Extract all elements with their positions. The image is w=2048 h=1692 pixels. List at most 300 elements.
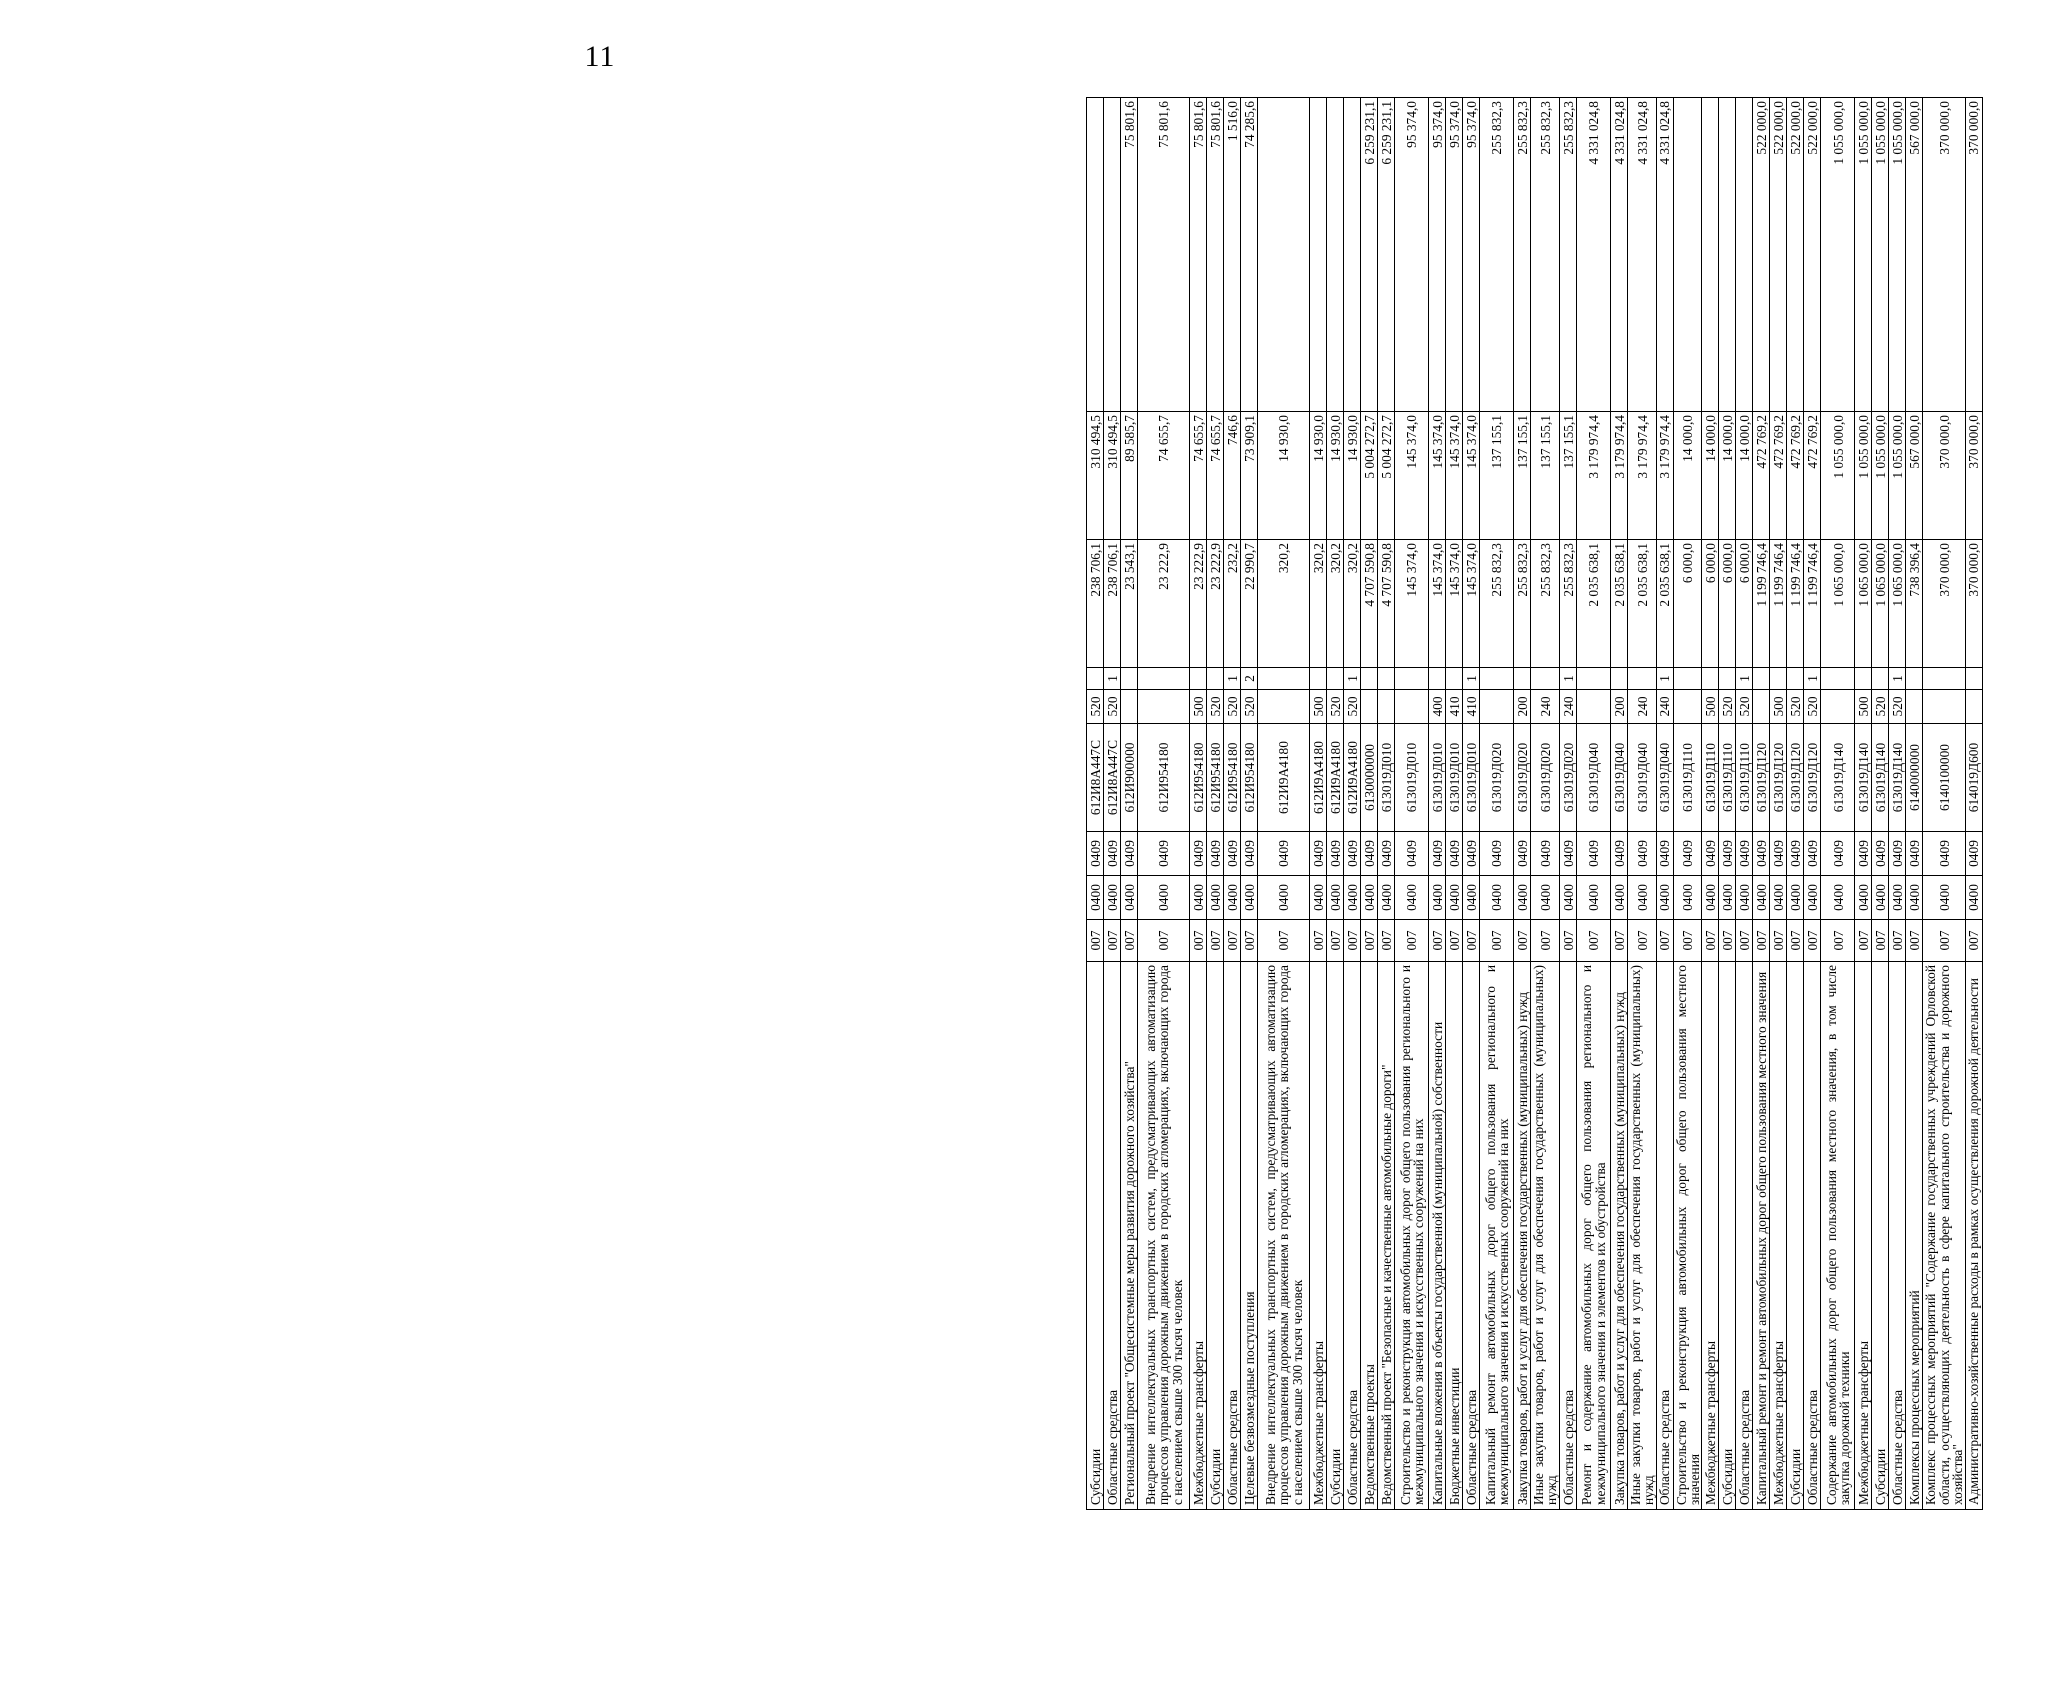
col-target-article: 613019Д120 [1804, 724, 1821, 832]
col-amount-2: 1 055 000,0 [1821, 412, 1855, 540]
col-source [1480, 668, 1514, 690]
col-amount-2: 310 494,5 [1087, 412, 1104, 540]
row-name: Ведомственный проект "Безопасные и качественные автомобильные дороги" [1378, 962, 1395, 1510]
col-subsection-code: 0409 [1224, 832, 1241, 876]
table-row [1121, 98, 1138, 1510]
row-name: Субсидии [1719, 962, 1736, 1510]
col-source [1207, 668, 1224, 690]
col-amount-2: 137 155,1 [1480, 412, 1514, 540]
row-name: Капитальные вложения в объекты государственной (муниципальной) собственности [1429, 962, 1446, 1510]
col-target-article: 613019Д040 [1576, 724, 1610, 832]
col-subsection-code: 0409 [1121, 832, 1138, 876]
col-target-article: 613019Д110 [1736, 724, 1753, 832]
col-subsection-code: 0409 [1627, 832, 1656, 876]
col-target-article: 613019Д140 [1821, 724, 1855, 832]
col-target-article: 612И954180 [1190, 724, 1207, 832]
col-amount-1: 255 832,3 [1531, 540, 1560, 668]
col-amount-2: 5 004 272,7 [1378, 412, 1395, 540]
col-source: 1 [1736, 668, 1753, 690]
row-name: Областные средства [1463, 962, 1480, 1510]
col-section-code: 0400 [1821, 876, 1855, 920]
col-expense-type: 520 [1241, 690, 1258, 724]
col-expense-type: 520 [1104, 690, 1121, 724]
col-amount-1: 145 374,0 [1395, 540, 1429, 668]
col-amount-1: 2 035 638,1 [1610, 540, 1627, 668]
col-subsection-code: 0409 [1480, 832, 1514, 876]
row-name: Субсидии [1872, 962, 1889, 1510]
col-amount-1: 6 000,0 [1702, 540, 1719, 668]
col-subsection-code: 0409 [1804, 832, 1821, 876]
col-expense-type [1378, 690, 1395, 724]
table-row [1787, 98, 1804, 1510]
col-subsection-code: 0409 [1656, 832, 1673, 876]
col-amount-3: 75 801,6 [1190, 98, 1207, 412]
col-amount-3: 95 374,0 [1446, 98, 1463, 412]
col-ministry-code: 007 [1531, 920, 1560, 962]
col-source [1821, 668, 1855, 690]
col-amount-3: 370 000,0 [1965, 98, 1982, 412]
col-target-article: 612И9А4180 [1344, 724, 1361, 832]
table-row [1531, 98, 1560, 1510]
col-amount-1: 370 000,0 [1923, 540, 1965, 668]
col-expense-type [1121, 690, 1138, 724]
row-name: Субсидии [1087, 962, 1104, 1510]
col-amount-3: 522 000,0 [1804, 98, 1821, 412]
col-subsection-code: 0409 [1463, 832, 1480, 876]
row-name: Межбюджетные трансферты [1855, 962, 1872, 1510]
table-row [1480, 98, 1514, 1510]
col-ministry-code: 007 [1787, 920, 1804, 962]
col-expense-type: 520 [1224, 690, 1241, 724]
col-section-code: 0400 [1446, 876, 1463, 920]
table-row [1104, 98, 1121, 1510]
col-target-article: 6130000000 [1361, 724, 1378, 832]
col-section-code: 0400 [1087, 876, 1104, 920]
col-amount-2: 370 000,0 [1965, 412, 1982, 540]
col-subsection-code: 0409 [1514, 832, 1531, 876]
col-expense-type: 520 [1804, 690, 1821, 724]
col-ministry-code: 007 [1576, 920, 1610, 962]
col-expense-type [1138, 690, 1190, 724]
col-expense-type: 500 [1702, 690, 1719, 724]
col-section-code: 0400 [1576, 876, 1610, 920]
row-name: Иные закупки товаров, работ и услуг для обеспечения государственных (муниципальных) нужд [1531, 962, 1560, 1510]
col-section-code: 0400 [1378, 876, 1395, 920]
col-amount-2: 310 494,5 [1104, 412, 1121, 540]
col-source [1514, 668, 1531, 690]
table-body [1087, 98, 1983, 1510]
col-expense-type: 520 [1719, 690, 1736, 724]
col-target-article: 613019Д110 [1702, 724, 1719, 832]
col-amount-3: 95 374,0 [1429, 98, 1446, 412]
col-section-code: 0400 [1804, 876, 1821, 920]
col-section-code: 0400 [1965, 876, 1982, 920]
col-section-code: 0400 [1906, 876, 1923, 920]
col-amount-3: 1 055 000,0 [1855, 98, 1872, 412]
col-source [1753, 668, 1770, 690]
col-section-code: 0400 [1310, 876, 1327, 920]
col-amount-2: 3 179 974,4 [1627, 412, 1656, 540]
col-amount-2: 14 000,0 [1702, 412, 1719, 540]
col-ministry-code: 007 [1344, 920, 1361, 962]
col-source [1429, 668, 1446, 690]
col-ministry-code: 007 [1906, 920, 1923, 962]
col-section-code: 0400 [1736, 876, 1753, 920]
row-name: Межбюджетные трансферты [1190, 962, 1207, 1510]
col-source [1258, 668, 1310, 690]
col-expense-type: 500 [1190, 690, 1207, 724]
col-amount-1: 23 222,9 [1138, 540, 1190, 668]
col-expense-type: 500 [1310, 690, 1327, 724]
col-subsection-code: 0409 [1344, 832, 1361, 876]
col-amount-3: 522 000,0 [1770, 98, 1787, 412]
col-section-code: 0400 [1104, 876, 1121, 920]
col-amount-3: 74 285,6 [1241, 98, 1258, 412]
col-target-article: 613019Д010 [1463, 724, 1480, 832]
table-row [1138, 98, 1190, 1510]
col-section-code: 0400 [1429, 876, 1446, 920]
col-subsection-code: 0409 [1889, 832, 1906, 876]
col-source: 1 [1889, 668, 1906, 690]
col-section-code: 0400 [1787, 876, 1804, 920]
col-amount-2: 145 374,0 [1446, 412, 1463, 540]
col-amount-2: 145 374,0 [1395, 412, 1429, 540]
col-target-article: 612И9А4180 [1258, 724, 1310, 832]
col-amount-3: 522 000,0 [1787, 98, 1804, 412]
col-source [1361, 668, 1378, 690]
table-row [1821, 98, 1855, 1510]
table-row [1610, 98, 1627, 1510]
col-amount-3: 1 055 000,0 [1889, 98, 1906, 412]
col-amount-1: 4 707 590,8 [1361, 540, 1378, 668]
col-target-article: 613019Д020 [1531, 724, 1560, 832]
table-row [1310, 98, 1327, 1510]
col-source [1923, 668, 1965, 690]
col-expense-type: 240 [1656, 690, 1673, 724]
col-target-article: 613019Д110 [1673, 724, 1702, 832]
col-amount-3 [1344, 98, 1361, 412]
col-section-code: 0400 [1138, 876, 1190, 920]
col-target-article: 613019Д010 [1446, 724, 1463, 832]
col-expense-type [1673, 690, 1702, 724]
col-subsection-code: 0409 [1446, 832, 1463, 876]
col-amount-2: 1 055 000,0 [1872, 412, 1889, 540]
col-amount-2: 567 000,0 [1906, 412, 1923, 540]
col-expense-type: 500 [1855, 690, 1872, 724]
col-source [1610, 668, 1627, 690]
col-target-article: 612И9А4180 [1310, 724, 1327, 832]
col-amount-3: 6 259 231,1 [1361, 98, 1378, 412]
col-amount-3 [1719, 98, 1736, 412]
col-amount-1: 370 000,0 [1965, 540, 1982, 668]
col-source: 1 [1344, 668, 1361, 690]
col-section-code: 0400 [1702, 876, 1719, 920]
col-section-code: 0400 [1395, 876, 1429, 920]
col-ministry-code: 007 [1923, 920, 1965, 962]
col-subsection-code: 0409 [1753, 832, 1770, 876]
col-expense-type: 410 [1446, 690, 1463, 724]
col-amount-3: 6 259 231,1 [1378, 98, 1395, 412]
col-source [1719, 668, 1736, 690]
col-ministry-code: 007 [1104, 920, 1121, 962]
col-section-code: 0400 [1463, 876, 1480, 920]
col-section-code: 0400 [1344, 876, 1361, 920]
col-amount-3: 4 331 024,8 [1576, 98, 1610, 412]
table-row [1559, 98, 1576, 1510]
row-name: Строительство и реконструкция автомобильных дорог общего пользования регионального и межмуниципального значения и искусственных сооружений на них [1395, 962, 1429, 1510]
col-amount-2: 746,6 [1224, 412, 1241, 540]
row-name: Строительство и реконструкция автомобильных дорог общего пользования местного значения [1673, 962, 1702, 1510]
col-amount-3 [1702, 98, 1719, 412]
col-subsection-code: 0409 [1258, 832, 1310, 876]
col-subsection-code: 0409 [1429, 832, 1446, 876]
col-section-code: 0400 [1627, 876, 1656, 920]
col-amount-1: 232,2 [1224, 540, 1241, 668]
col-subsection-code: 0409 [1378, 832, 1395, 876]
col-expense-type [1395, 690, 1429, 724]
row-name: Областные средства [1104, 962, 1121, 1510]
col-target-article: 613019Д040 [1656, 724, 1673, 832]
col-source [1627, 668, 1656, 690]
col-amount-2: 3 179 974,4 [1610, 412, 1627, 540]
col-target-article: 612И8А447С [1104, 724, 1121, 832]
col-amount-2: 137 155,1 [1531, 412, 1560, 540]
col-amount-3: 1 055 000,0 [1821, 98, 1855, 412]
col-amount-1: 238 706,1 [1104, 540, 1121, 668]
col-expense-type: 520 [1872, 690, 1889, 724]
col-target-article: 6140100000 [1923, 724, 1965, 832]
col-amount-3: 255 832,3 [1559, 98, 1576, 412]
col-source [1965, 668, 1982, 690]
col-subsection-code: 0409 [1138, 832, 1190, 876]
row-name: Иные закупки товаров, работ и услуг для обеспечения государственных (муниципальных) нужд [1627, 962, 1656, 1510]
col-amount-1: 6 000,0 [1719, 540, 1736, 668]
col-source [1872, 668, 1889, 690]
row-name: Закупка товаров, работ и услуг для обеспечения государственных (муниципальных) нужд [1610, 962, 1627, 1510]
col-source: 1 [1559, 668, 1576, 690]
col-target-article: 613019Д010 [1395, 724, 1429, 832]
col-amount-2: 1 055 000,0 [1855, 412, 1872, 540]
row-name: Региональный проект "Общесистемные меры развития дорожного хозяйства" [1121, 962, 1138, 1510]
row-name: Административно-хозяйственные расходы в рамках осуществления дорожной деятельности [1965, 962, 1982, 1510]
col-target-article: 613019Д010 [1378, 724, 1395, 832]
col-target-article: 613019Д020 [1514, 724, 1531, 832]
col-amount-1: 2 035 638,1 [1656, 540, 1673, 668]
col-target-article: 614019Д600 [1965, 724, 1982, 832]
col-source [1576, 668, 1610, 690]
col-amount-1: 23 222,9 [1207, 540, 1224, 668]
table-row [1395, 98, 1429, 1510]
col-ministry-code: 007 [1719, 920, 1736, 962]
col-section-code: 0400 [1656, 876, 1673, 920]
col-source: 1 [1656, 668, 1673, 690]
table-row [1673, 98, 1702, 1510]
row-name: Капитальный ремонт и ремонт автомобильных дорог общего пользования местного значения [1753, 962, 1770, 1510]
col-section-code: 0400 [1224, 876, 1241, 920]
col-subsection-code: 0409 [1087, 832, 1104, 876]
col-amount-1: 23 222,9 [1190, 540, 1207, 668]
col-expense-type [1965, 690, 1982, 724]
col-target-article: 613019Д110 [1719, 724, 1736, 832]
col-ministry-code: 007 [1889, 920, 1906, 962]
col-amount-1: 738 396,4 [1906, 540, 1923, 668]
col-subsection-code: 0409 [1361, 832, 1378, 876]
col-expense-type: 500 [1770, 690, 1787, 724]
col-amount-3: 75 801,6 [1121, 98, 1138, 412]
col-subsection-code: 0409 [1719, 832, 1736, 876]
table-row [1753, 98, 1770, 1510]
col-amount-3: 75 801,6 [1207, 98, 1224, 412]
col-section-code: 0400 [1361, 876, 1378, 920]
table-row [1576, 98, 1610, 1510]
col-amount-1: 145 374,0 [1463, 540, 1480, 668]
col-target-article: 613019Д010 [1429, 724, 1446, 832]
col-amount-1: 1 199 746,4 [1770, 540, 1787, 668]
col-subsection-code: 0409 [1310, 832, 1327, 876]
col-source [1327, 668, 1344, 690]
row-name: Бюджетные инвестиции [1446, 962, 1463, 1510]
col-expense-type: 400 [1429, 690, 1446, 724]
col-amount-3 [1258, 98, 1310, 412]
col-target-article: 612И900000 [1121, 724, 1138, 832]
col-source [1310, 668, 1327, 690]
row-name: Закупка товаров, работ и услуг для обеспечения государственных (муниципальных) нужд [1514, 962, 1531, 1510]
col-amount-3: 1 516,0 [1224, 98, 1241, 412]
col-expense-type [1906, 690, 1923, 724]
col-target-article: 613019Д040 [1610, 724, 1627, 832]
col-amount-2: 74 655,7 [1207, 412, 1224, 540]
table-row [1241, 98, 1258, 1510]
col-subsection-code: 0409 [1821, 832, 1855, 876]
col-expense-type: 520 [1736, 690, 1753, 724]
col-target-article: 613019Д020 [1559, 724, 1576, 832]
row-name: Областные средства [1224, 962, 1241, 1510]
col-target-article: 612И8А447С [1087, 724, 1104, 832]
col-source [1190, 668, 1207, 690]
col-section-code: 0400 [1770, 876, 1787, 920]
col-section-code: 0400 [1855, 876, 1872, 920]
col-amount-3: 4 331 024,8 [1610, 98, 1627, 412]
col-amount-1: 2 035 638,1 [1627, 540, 1656, 668]
row-name: Внедрение интеллектуальных транспортных систем, предусматривающих автоматизацию процессов управления дорожным движением в городских агломерациях, включающих города с населением свыше 300 тысяч человек [1258, 962, 1310, 1510]
col-amount-2: 472 769,2 [1804, 412, 1821, 540]
col-amount-1: 1 065 000,0 [1855, 540, 1872, 668]
col-expense-type: 410 [1463, 690, 1480, 724]
col-subsection-code: 0409 [1531, 832, 1560, 876]
col-expense-type: 520 [1327, 690, 1344, 724]
col-amount-1: 1 065 000,0 [1821, 540, 1855, 668]
col-amount-2: 3 179 974,4 [1656, 412, 1673, 540]
col-section-code: 0400 [1121, 876, 1138, 920]
table-row [1906, 98, 1923, 1510]
col-section-code: 0400 [1241, 876, 1258, 920]
col-source: 1 [1104, 668, 1121, 690]
col-expense-type: 240 [1559, 690, 1576, 724]
col-source [1395, 668, 1429, 690]
col-source [1378, 668, 1395, 690]
col-amount-1: 320,2 [1344, 540, 1361, 668]
col-target-article: 6140000000 [1906, 724, 1923, 832]
col-section-code: 0400 [1559, 876, 1576, 920]
col-subsection-code: 0409 [1906, 832, 1923, 876]
col-target-article: 612И954180 [1138, 724, 1190, 832]
col-section-code: 0400 [1327, 876, 1344, 920]
row-name: Областные средства [1889, 962, 1906, 1510]
col-amount-2: 74 655,7 [1138, 412, 1190, 540]
col-section-code: 0400 [1514, 876, 1531, 920]
col-amount-1: 6 000,0 [1736, 540, 1753, 668]
col-subsection-code: 0409 [1576, 832, 1610, 876]
col-source: 2 [1241, 668, 1258, 690]
col-amount-1: 145 374,0 [1429, 540, 1446, 668]
table-row [1702, 98, 1719, 1510]
col-section-code: 0400 [1753, 876, 1770, 920]
col-subsection-code: 0409 [1559, 832, 1576, 876]
row-name: Областные средства [1656, 962, 1673, 1510]
col-amount-3: 255 832,3 [1514, 98, 1531, 412]
col-amount-1: 238 706,1 [1087, 540, 1104, 668]
col-expense-type [1753, 690, 1770, 724]
col-amount-1: 22 990,7 [1241, 540, 1258, 668]
col-subsection-code: 0409 [1702, 832, 1719, 876]
col-source [1121, 668, 1138, 690]
col-amount-1: 1 065 000,0 [1889, 540, 1906, 668]
row-name: Областные средства [1804, 962, 1821, 1510]
col-amount-3: 95 374,0 [1395, 98, 1429, 412]
col-expense-type [1821, 690, 1855, 724]
col-subsection-code: 0409 [1395, 832, 1429, 876]
col-target-article: 613019Д140 [1872, 724, 1889, 832]
col-target-article: 612И954180 [1241, 724, 1258, 832]
col-section-code: 0400 [1190, 876, 1207, 920]
col-subsection-code: 0409 [1104, 832, 1121, 876]
col-amount-3 [1310, 98, 1327, 412]
col-source [1702, 668, 1719, 690]
col-subsection-code: 0409 [1207, 832, 1224, 876]
table-row [1258, 98, 1310, 1510]
col-amount-1: 320,2 [1327, 540, 1344, 668]
col-ministry-code: 007 [1395, 920, 1429, 962]
col-ministry-code: 007 [1463, 920, 1480, 962]
row-name: Субсидии [1327, 962, 1344, 1510]
col-ministry-code: 007 [1821, 920, 1855, 962]
col-amount-3 [1104, 98, 1121, 412]
table-row [1770, 98, 1787, 1510]
col-source [1855, 668, 1872, 690]
col-target-article: 613019Д040 [1627, 724, 1656, 832]
col-subsection-code: 0409 [1923, 832, 1965, 876]
row-name: Капитальный ремонт автомобильных дорог общего пользования регионального и межмуниципального значения и искусственных сооружений на них [1480, 962, 1514, 1510]
col-amount-1: 255 832,3 [1514, 540, 1531, 668]
col-ministry-code: 007 [1753, 920, 1770, 962]
col-expense-type: 520 [1787, 690, 1804, 724]
table-row [1190, 98, 1207, 1510]
col-expense-type: 200 [1610, 690, 1627, 724]
col-amount-3: 255 832,3 [1531, 98, 1560, 412]
col-amount-1: 145 374,0 [1446, 540, 1463, 668]
col-amount-1: 6 000,0 [1673, 540, 1702, 668]
col-amount-1: 320,2 [1310, 540, 1327, 668]
col-amount-2: 145 374,0 [1463, 412, 1480, 540]
col-ministry-code: 007 [1770, 920, 1787, 962]
col-expense-type [1576, 690, 1610, 724]
col-expense-type: 520 [1087, 690, 1104, 724]
row-name: Содержание автомобильных дорог общего пользования местного значения, в том числе закупка дорожной техники [1821, 962, 1855, 1510]
col-amount-2: 472 769,2 [1770, 412, 1787, 540]
col-amount-2: 145 374,0 [1429, 412, 1446, 540]
col-amount-1: 255 832,3 [1480, 540, 1514, 668]
col-section-code: 0400 [1673, 876, 1702, 920]
